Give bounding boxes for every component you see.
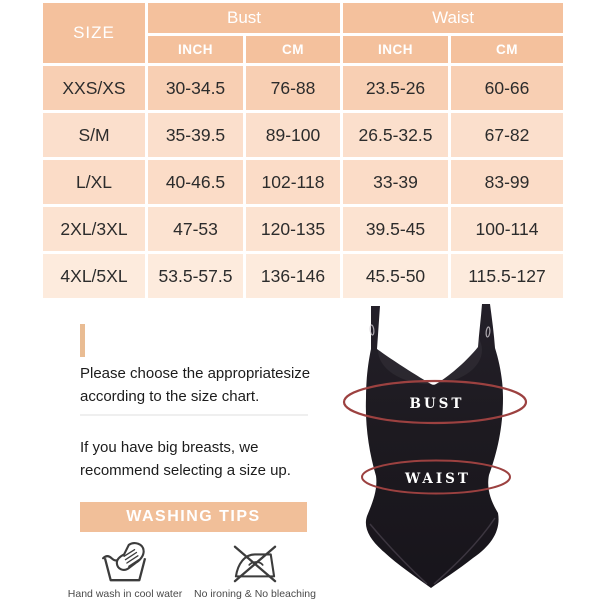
hand-wash-icon [101, 540, 149, 584]
cell-bust-cm: 102-118 [245, 159, 342, 206]
subheader-waist-inch: INCH [342, 35, 450, 65]
cell-waist-cm: 60-66 [450, 65, 565, 112]
table-header-bust: Bust [147, 2, 342, 35]
note-primary: Please choose the appropriatesize according to the size chart. [80, 365, 311, 406]
table-row [42, 65, 565, 112]
bodysuit-svg [330, 296, 570, 600]
cell-bust-cm: 89-100 [245, 112, 342, 159]
washing-tip-label: Hand wash in cool water [67, 588, 183, 600]
table-header-size: SIZE [42, 2, 147, 65]
cell-waist-cm: 67-82 [450, 112, 565, 159]
cell-waist-inch: 26.5-32.5 [342, 112, 450, 159]
washing-tips-row [60, 540, 320, 600]
cell-waist-inch: 33-39 [342, 159, 450, 206]
waist-label: WAIST [405, 471, 471, 487]
table-header-waist: Waist [342, 2, 565, 35]
cell-bust-cm: 120-135 [245, 206, 342, 253]
cell-waist-cm: 115.5-127 [450, 253, 565, 300]
subheader-bust-cm: CM [245, 35, 342, 65]
table-header-row [42, 2, 565, 35]
cell-waist-inch: 45.5-50 [342, 253, 450, 300]
note-divider [80, 414, 308, 416]
cell-bust-cm: 136-146 [245, 253, 342, 300]
table-row [42, 112, 565, 159]
subheader-waist-cm: CM [450, 35, 565, 65]
cell-bust-inch: 53.5-57.5 [147, 253, 245, 300]
size-chart-table [40, 0, 566, 301]
washing-tip [190, 540, 320, 600]
cell-size: XXS/XS [42, 65, 147, 112]
table-row [42, 206, 565, 253]
bodysuit-figure [330, 296, 570, 600]
note-accent-bar [80, 324, 85, 357]
table-row [42, 253, 565, 300]
cell-size: L/XL [42, 159, 147, 206]
note-secondary: If you have big breasts, we recommend selecting a size up. [80, 439, 291, 480]
cell-waist-cm: 83-99 [450, 159, 565, 206]
no-ironing-icon [231, 540, 279, 584]
subheader-bust-inch: INCH [147, 35, 245, 65]
cell-bust-inch: 30-34.5 [147, 65, 245, 112]
cell-waist-inch: 39.5-45 [342, 206, 450, 253]
cell-size: S/M [42, 112, 147, 159]
washing-tip-label: No ironing & No bleaching [194, 588, 316, 600]
cell-waist-inch: 23.5-26 [342, 65, 450, 112]
washing-tips-banner: WASHING TIPS [80, 502, 307, 532]
bust-label: BUST [409, 396, 465, 412]
cell-bust-cm: 76-88 [245, 65, 342, 112]
washing-tip [60, 540, 190, 600]
table-row [42, 159, 565, 206]
cell-bust-inch: 35-39.5 [147, 112, 245, 159]
cell-bust-inch: 40-46.5 [147, 159, 245, 206]
cell-bust-inch: 47-53 [147, 206, 245, 253]
garment-sheen [378, 316, 482, 384]
cell-size: 4XL/5XL [42, 253, 147, 300]
cell-size: 2XL/3XL [42, 206, 147, 253]
cell-waist-cm: 100-114 [450, 206, 565, 253]
